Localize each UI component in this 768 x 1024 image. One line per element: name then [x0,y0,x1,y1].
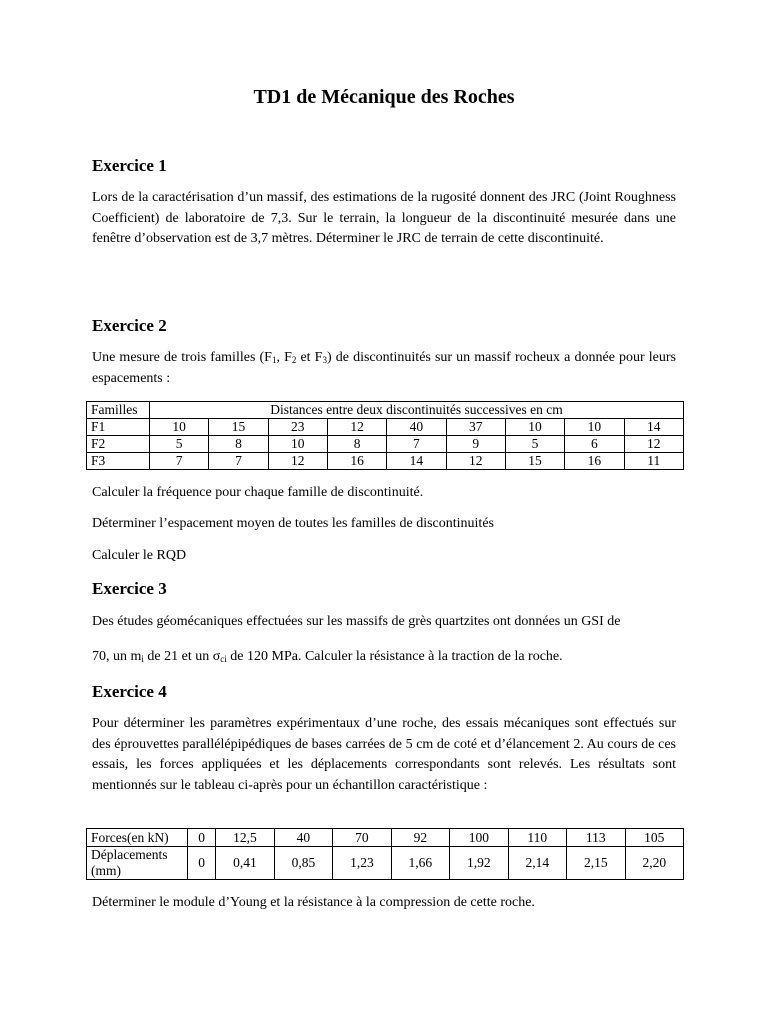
table-header-row [87,402,684,419]
exercise-2-question-3: Calculer le RQD [92,548,187,563]
table-cell: 1,66 [391,847,449,880]
table-cell: 5 [505,436,564,453]
table-cell: 15 [505,453,564,470]
table-cell: 7 [387,436,446,453]
table-cell: 0 [188,829,216,847]
exercise-4-heading: Exercice 4 [92,682,167,701]
exercise-3-line-1: Des études géomécaniques effectuées sur les massifs de grès quartzites ont données un GSI de [92,614,621,629]
table-header-cell: Familles [87,402,150,419]
table-cell: 1,23 [333,847,391,880]
exercise-3-line-2: 70, un $m_i$ de 21 et un $\sigma_{ci}$ de 120 MPa. Calculer la résistance à la traction de la roche. [92,649,563,664]
table-cell: 37 [446,419,505,436]
table-cell: 92 [391,829,449,847]
exercise-2-question-2: Déterminer l’espacement moyen de toutes les familles de discontinuités [92,516,494,531]
table-cell: 8 [327,436,386,453]
table-cell: 16 [565,453,624,470]
table-cell: 12 [446,453,505,470]
exercise-3-heading: Exercice 3 [92,579,167,598]
table-header-cell: Distances entre deux discontinuités successives en cm [150,402,684,419]
exercise-4-question: Déterminer le module d’Young et la résistance à la compression de cette roche. [92,895,535,910]
table-cell: 2,15 [567,847,625,880]
table-row [87,829,684,847]
table-cell: 7 [150,453,209,470]
table-cell: 12 [268,453,327,470]
table-cell: 10 [565,419,624,436]
table-cell: 5 [150,436,209,453]
exercise-1-text: Lors de la caractérisation d’un massif, des estimations de la rugosité donnent des JRC (Joint Roughness Coefficient) de laboratoire de 7,3. Sur le terrain, la longueur de la discontinuité mesurée dans une fenêtre d’observation est de 3,7 mètres. Déterminer le JRC de terrain de cette discontinuité. [92,190,676,246]
table-cell: 40 [274,829,332,847]
table-cell: 2,20 [625,847,684,880]
table-cell: 15 [209,419,268,436]
row-label: Forces(en kN) [87,829,188,847]
table-cell: 10 [505,419,564,436]
table-cell: 23 [268,419,327,436]
table-cell: 100 [450,829,508,847]
table-cell: 14 [387,453,446,470]
table-cell: 105 [625,829,684,847]
force-displacement-table [86,828,684,880]
table-cell: 12 [624,436,684,453]
exercise-2-intro: Une mesure de trois familles ($F_1$, $F_2$ et $F_3$) de discontinuités sur un massif rocheux a donnée pour leurs espacements : [92,350,677,386]
table-row [87,847,684,880]
table-cell: 70 [333,829,391,847]
table-cell: 113 [567,829,625,847]
table-cell: 0,41 [216,847,274,880]
table-cell: 14 [624,419,684,436]
exercise-1-heading: Exercice 1 [92,156,167,175]
table-cell: 16 [327,453,386,470]
document-title: TD1 de Mécanique des Roches [253,86,515,108]
exercise-2-question-1: Calculer la fréquence pour chaque famille de discontinuité. [92,485,424,500]
row-label: F1 [87,419,150,436]
row-label: Déplacements (mm) [87,847,188,880]
table-cell: 110 [508,829,566,847]
table-row [87,419,684,436]
table-row [87,436,684,453]
exercise-2-heading: Exercice 2 [92,316,167,335]
exercise-4-text: Pour déterminer les paramètres expérimentaux d’une roche, des essais mécaniques sont effectués sur des éprouvettes parallélépipédiques de bases carrées de 5 cm de coté et d’élancement 2. Au cours de ces essais, les forces appliquées et les déplacements correspondants sont relevés. Les résultats sont mentionnés sur le tableau ci-après pour un échantillon caractéristique : [92,716,676,793]
table-cell: 6 [565,436,624,453]
table-cell: 7 [209,453,268,470]
table-cell: 12 [327,419,386,436]
table-cell: 9 [446,436,505,453]
discontinuity-spacing-table [86,401,684,470]
table-cell: 40 [387,419,446,436]
table-cell: 1,92 [450,847,508,880]
table-cell: 8 [209,436,268,453]
table-cell: 10 [150,419,209,436]
table-cell: 12,5 [216,829,274,847]
table-cell: 11 [624,453,684,470]
table-cell: 0 [188,847,216,880]
row-label: F2 [87,436,150,453]
table-cell: 0,85 [274,847,332,880]
table-row [87,453,684,470]
table-cell: 10 [268,436,327,453]
row-label: F3 [87,453,150,470]
table-cell: 2,14 [508,847,566,880]
